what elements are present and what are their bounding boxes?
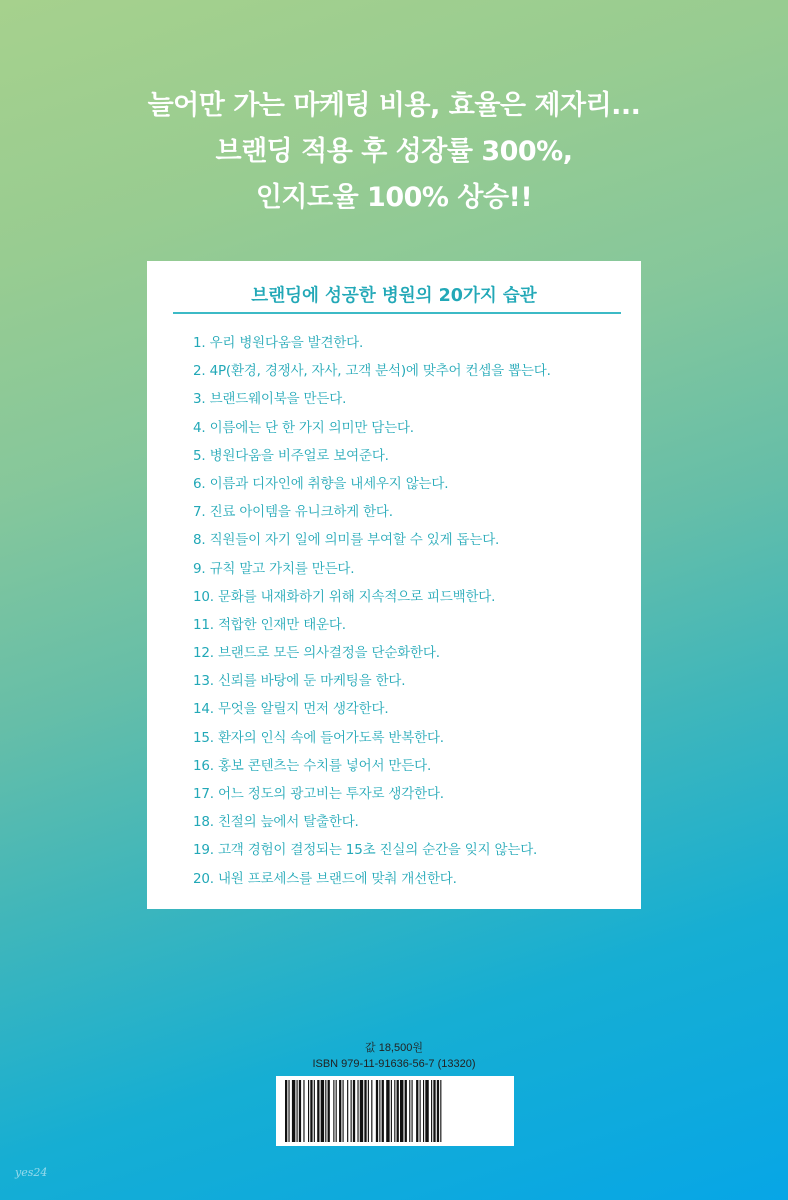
habit-item: 17. 어느 정도의 광고비는 투자로 생각한다. (193, 786, 444, 802)
barcode-bar (288, 1080, 289, 1142)
headline-line-2: 브랜딩 적용 후 성장률 300%, (215, 136, 573, 167)
habit-item: 18. 친절의 늪에서 탈출한다. (193, 814, 359, 831)
headline-line-3: 인지도율 100% 상승!! (255, 182, 533, 213)
barcode-bar (292, 1080, 295, 1142)
isbn-label: ISBN 979-11-91636-56-7 (13320) (312, 1058, 476, 1070)
barcode-bar (310, 1080, 312, 1142)
barcode-bar (433, 1080, 435, 1142)
habits-title: 브랜딩에 성공한 병원의 20가지 습관 (251, 286, 537, 306)
barcode (276, 1076, 514, 1146)
publisher-logo: yes24 (15, 1166, 48, 1179)
habit-list (193, 329, 551, 893)
barcode-bar (440, 1080, 441, 1142)
habit-item: 12. 브랜드로 모든 의사결정을 단순화한다. (193, 645, 440, 662)
barcode-bar (423, 1080, 424, 1142)
barcode-bar (357, 1080, 358, 1142)
barcode-bar (364, 1080, 366, 1142)
barcode-bar (405, 1080, 407, 1142)
barcode-bar (347, 1080, 348, 1142)
barcode-bar (371, 1080, 372, 1142)
habit-item: 6. 이름과 디자인에 취향을 내세우지 않는다. (193, 475, 449, 492)
habit-item: 3. 브랜드웨이북을 만든다. (193, 391, 347, 408)
barcode-bar (391, 1080, 392, 1142)
barcode-bar (343, 1080, 344, 1142)
habit-item: 7. 진료 아이템을 유니크하게 한다. (193, 504, 393, 521)
barcode-bar (317, 1080, 319, 1142)
barcode-bar (360, 1080, 363, 1142)
habit-item: 20. 내원 프로세스를 브랜드에 맞춰 개선한다. (193, 870, 457, 887)
habit-item: 19. 고객 경험이 결정되는 15초 진실의 순간을 잊지 않는다. (193, 842, 538, 859)
barcode-bar (368, 1080, 369, 1142)
barcode-bar (328, 1080, 330, 1142)
habit-item: 5. 병원다움을 비주얼로 보여준다. (193, 447, 389, 464)
barcode-graphic (276, 1076, 514, 1146)
barcode-bar (314, 1080, 315, 1142)
barcode-bar (308, 1080, 309, 1142)
price-label: 값 18,500원 (365, 1042, 423, 1054)
barcode-bar (353, 1080, 355, 1142)
barcode-bar (325, 1080, 326, 1142)
barcode-bar (416, 1080, 418, 1142)
barcode-bar (351, 1080, 352, 1142)
habit-item: 2. 4P(환경, 경쟁사, 자사, 고객 분석)에 맞추어 컨셉을 뽑는다. (193, 363, 551, 380)
barcode-bar (336, 1080, 337, 1142)
barcode-bar (409, 1080, 410, 1142)
barcode-bar (303, 1080, 304, 1142)
price-block (294, 1040, 494, 1072)
barcode-bar (412, 1080, 413, 1142)
barcode-bar (333, 1080, 334, 1142)
habit-item: 8. 직원들이 자기 일에 의미를 부여할 수 있게 돕는다. (193, 532, 500, 549)
habit-item: 9. 규칙 말고 가치를 만든다. (193, 560, 355, 577)
habit-item: 14. 무엇을 알릴지 먼저 생각한다. (193, 701, 389, 718)
barcode-bar (397, 1080, 399, 1142)
barcode-bar (425, 1080, 428, 1142)
barcode-bar (285, 1080, 287, 1142)
barcode-bar (394, 1080, 395, 1142)
barcode-bar (297, 1080, 298, 1142)
habits-box (147, 261, 641, 909)
habit-item: 13. 신뢰를 바탕에 둔 마케팅을 한다. (193, 673, 406, 690)
barcode-bar (299, 1080, 301, 1142)
habit-item: 10. 문화를 내재화하기 위해 지속적으로 피드백한다. (193, 588, 496, 605)
barcode-bar (376, 1080, 378, 1142)
barcode-bar (400, 1080, 403, 1142)
barcode-bar (431, 1080, 432, 1142)
barcode-bar (420, 1080, 421, 1142)
headline-line-1: 늘어만 가는 마케팅 비용, 효율은 제자리... (147, 90, 641, 121)
barcode-bar (382, 1080, 384, 1142)
barcode-bar (437, 1080, 439, 1142)
barcode-bar (321, 1080, 324, 1142)
habit-item: 4. 이름에는 단 한 가지 의미만 담는다. (193, 419, 414, 436)
habit-item: 16. 홍보 콘텐츠는 수치를 넣어서 만든다. (193, 757, 432, 774)
title-divider (173, 312, 621, 314)
barcode-bar (339, 1080, 341, 1142)
headline (0, 83, 788, 221)
barcode-bar (379, 1080, 380, 1142)
habit-item: 11. 적합한 인재만 태운다. (193, 616, 346, 633)
habit-item: 15. 환자의 인식 속에 들어가도록 반복한다. (193, 729, 444, 746)
barcode-bar (386, 1080, 389, 1142)
habit-item: 1. 우리 병원다움을 발견한다. (193, 335, 364, 351)
